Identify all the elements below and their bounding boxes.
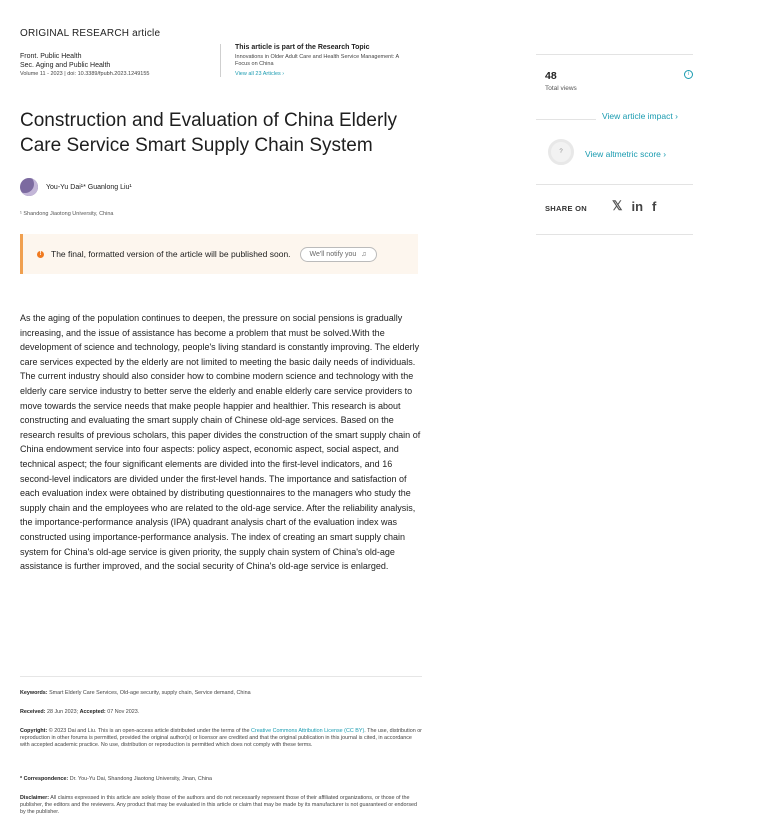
received-date: 28 Jun 2023; [46,709,79,715]
sidebar-divider [536,119,596,120]
linkedin-icon[interactable]: in [631,198,644,214]
keywords-label: Keywords: [20,690,48,696]
altmetric-badge-icon[interactable]: ? [548,139,574,165]
author-avatar [20,178,38,196]
twitter-icon[interactable]: 𝕏 [612,198,623,213]
copyright-pre: © 2023 Dai and Liu. This is an open-access article distributed under the terms of the [48,728,250,734]
notice-message: The final, formatted version of the article will be published soon. [51,249,291,259]
copyright-label: Copyright: [20,728,48,734]
affiliation: ¹ Shandong Jiaotong University, China [20,211,114,217]
disclaimer [20,795,422,817]
correspondence-label: * Correspondence: [20,776,69,782]
author-list [20,178,132,196]
received-label: Received: [20,709,46,715]
sidebar-divider [536,184,693,185]
info-icon[interactable]: i [684,70,693,79]
journal-info [20,52,149,79]
abstract-text: As the aging of the population continues to deepen, the pressure on social pensions is gradually increasing, and the issue of assistance has become a problem that must be solved.With the development of science and technology, people's living standard is constantly improving. The elderly care services expected by the elderly are not limited to meeting the basic daily needs of individuals. The current industry should also consider how to combine modern science and technology with the elderly care service industry to better serve the elderly and enable elderly care service providers to move towards the service needs that make people happier and healthier. This research is about constructing and evaluating the smart supply chain of Chinese old-age services. Based on the research results of previous scholars, this paper divides the construction of the smart supply chain of China endowment service into four aspects: policy aspect, economic aspect, social aspect, and technical aspect; the four significant elements are divided into the first-level indicators, and 16 second-level indicators are divided under the first-level hands. The importance and satisfaction of each evaluation index were obtained by distributing questionnaires to the managers who study the supply chain and the employees who are related to the old-age service. After the reliability analysis, the importance-performance analysis (IPA) quadrant analysis chart of the evaluation index was constructed using importance-performance analysis. The index of creating an smart supply chain system for China's old-age service is given priority, the supply chain system of China's old-age assistance is further improved, and the social security of China's old-age service is enlarged. [20,313,421,572]
alert-icon: ! [37,251,44,258]
notify-label: We'll notify you [309,250,357,258]
copyright [20,728,422,750]
topic-title[interactable]: Innovations in Older Adult Care and Health Service Management: A Focus on China [235,54,399,67]
authors-text[interactable]: You-Yu Dai¹* Guanlong Liu¹ [46,183,132,191]
view-altmetric-link[interactable]: View altmetric score › [585,149,667,159]
keywords-value: Smart Elderly Care Services, Old-age security, supply chain, Service demand, China [49,690,251,696]
research-topic [220,44,410,77]
disclaimer-text: All claims expressed in this article are solely those of the authors and do not necessarily represent those of their affiliated organizations, or those of the publisher, the editors and the reviewers. Any product that may be evaluated in this article or claim that may be made by its manufacturer is not guaranteed or endorsed by the publisher. [20,795,418,816]
view-all-articles-link[interactable]: View all 23 Articles › [235,71,285,77]
article-type: ORIGINAL RESEARCH article [20,28,161,39]
bell-icon: ♫ [361,250,367,258]
keywords [20,690,422,697]
article-title: Construction and Evaluation of China Elderly Care Service Smart Supply Chain System [20,110,398,156]
topic-label: This article is part of the Research Topic [235,44,370,51]
view-article-impact-link[interactable]: View article impact › [602,111,678,121]
facebook-icon[interactable]: f [652,198,657,214]
sidebar-divider [536,54,693,55]
share-label: SHARE ON [545,204,587,213]
sidebar-divider [536,234,693,235]
accepted-label: Accepted: [79,709,106,715]
divider [20,676,422,677]
correspondence-value: Dr. You-Yu Dai, Shandong Jiaotong University, Jinan, China [69,776,212,782]
copyright-post: . The use, distribution or reproduction in other forums is permitted, provided the original author(s) or licensor are credited and that the original publication in this journal is cited, in accordance with accepted academic practice. No use, distribution or reproduction is permitted which does not comply with these terms. [20,728,422,749]
accepted-date: 07 Nov 2023. [107,709,140,715]
license-link[interactable]: Creative Commons Attribution License (CC BY) [251,728,365,734]
journal-section[interactable]: Sec. Aging and Public Health [20,62,111,69]
dates [20,709,422,716]
views-label: Total views [545,85,577,92]
publication-notice [20,234,418,274]
views-count: 48 [545,70,557,82]
volume-doi: Volume 11 - 2023 | doi: 10.3389/fpubh.2023.1249155 [20,71,150,77]
journal-name[interactable]: Front. Public Health [20,53,82,60]
share-icons [612,198,656,214]
correspondence [20,776,422,783]
disclaimer-label: Disclaimer: [20,795,50,801]
notify-button[interactable] [300,247,377,262]
